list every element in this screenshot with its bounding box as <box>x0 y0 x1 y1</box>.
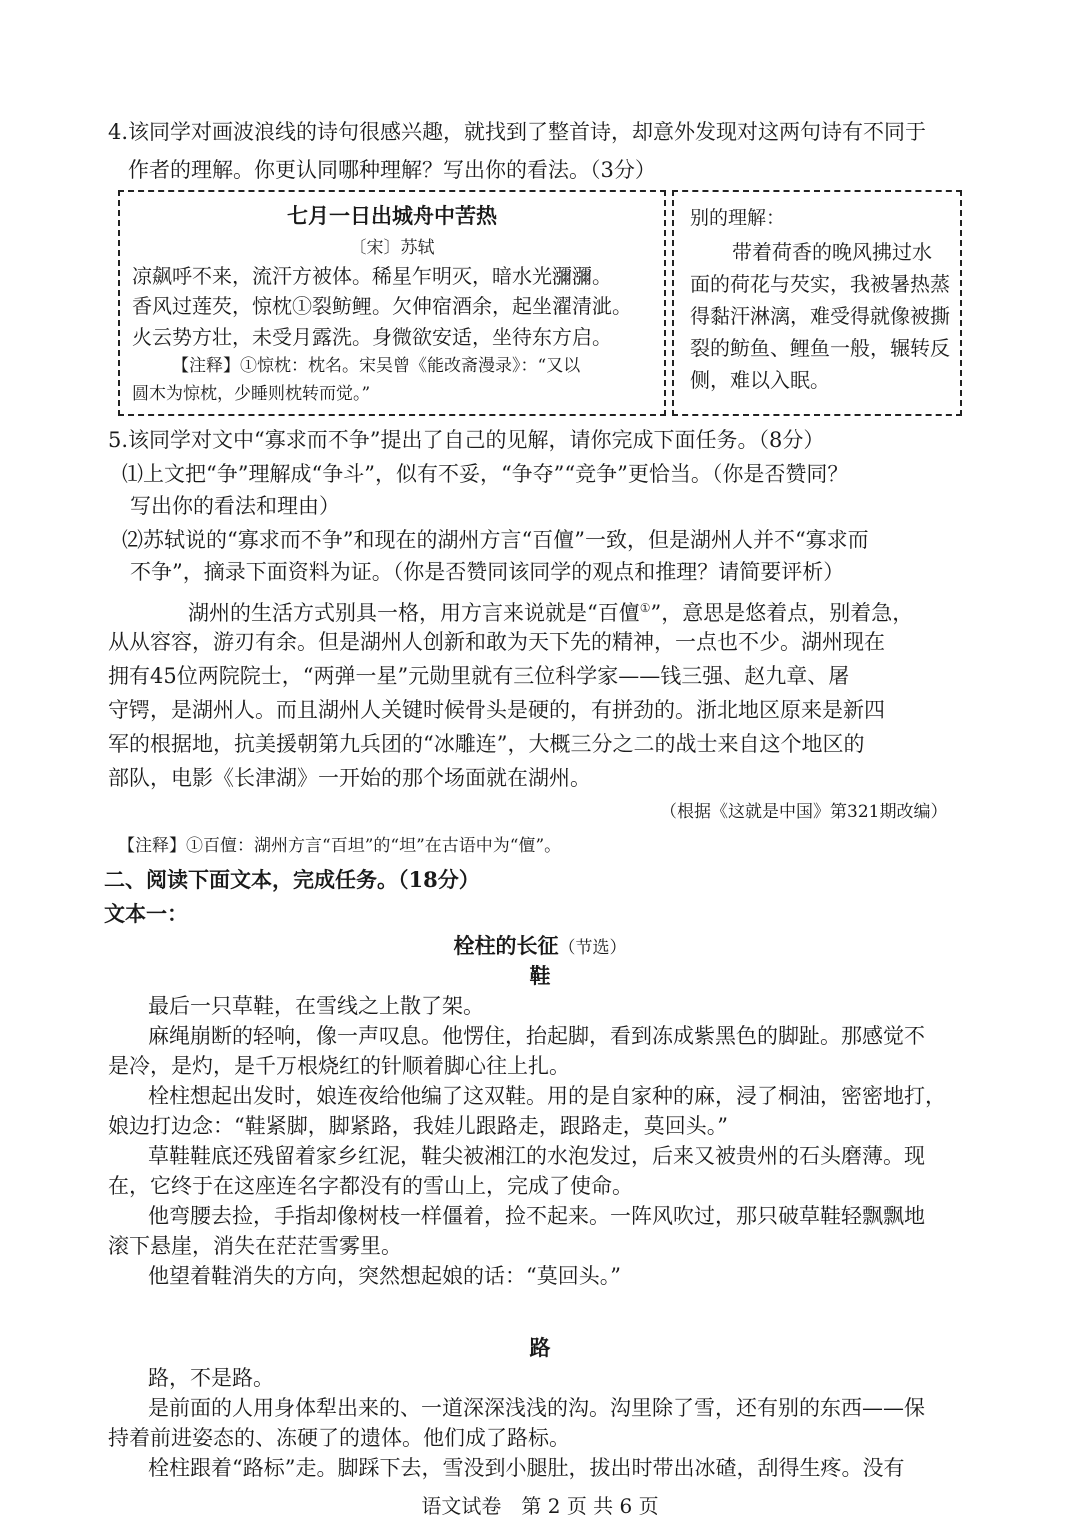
poem-title: 七月一日出城舟中苦热 <box>287 203 497 228</box>
q4-line1: 4.该同学对画波浪线的诗句很感兴趣，就找到了整首诗，却意外发现对这两句诗有不同于 <box>108 120 927 144</box>
story-line: 是前面的人用身体犁出来的、一道深深浅浅的沟。沟里除了雪，还有别的东西——保 <box>148 1396 925 1420</box>
material-line: 拥有45位两院院士，“两弹一星”元勋里就有三位科学家——钱三强、赵九章、屠 <box>108 664 850 688</box>
alt-line: 带着荷香的晚风拂过水 <box>732 240 932 264</box>
story-line: 路，不是路。 <box>148 1366 274 1390</box>
poem-note-1: 【注释】①惊枕：枕名。宋吴曾《能改斋漫录》：“又以 <box>172 356 581 376</box>
story-line: 栓柱想起出发时，娘连夜给他编了这双鞋。用的是自家种的麻，浸了桐油，密密地打， <box>148 1084 946 1108</box>
story-line: 持着前进姿态的、冻硬了的遗体。他们成了路标。 <box>108 1426 570 1450</box>
story-line: 娘边打边念：“鞋紧脚，脚紧路，我娃儿跟路走，跟路走，莫回头。” <box>108 1114 728 1138</box>
subtitle-road: 路 <box>529 1335 551 1360</box>
story-line: 是冷，是灼，是千万根烧红的针顺着脚心往上扎。 <box>108 1054 570 1078</box>
q4-line2: 作者的理解。你更认同哪种理解？写出你的看法。（3分） <box>128 158 656 182</box>
poem-note-2: 圆木为惊枕，少睡则枕转而觉。” <box>132 384 371 404</box>
material-line: 从从容容，游刃有余。但是湖州人创新和敢为天下先的精神，一点也不少。湖州现在 <box>108 630 885 654</box>
poem-line-1: 凉飙呼不来，流汗方被体。稀星乍明灭，暗水光瀰瀰。 <box>132 264 612 288</box>
alt-line: 侧，难以入眠。 <box>690 368 830 392</box>
subtitle-shoe: 鞋 <box>529 963 551 988</box>
story-line: 麻绳崩断的轻响，像一声叹息。他愣住，抬起脚，看到冻成紫黑色的脚趾。那感觉不 <box>148 1024 925 1048</box>
story-line: 他望着鞋消失的方向，突然想起娘的话：“莫回头。” <box>148 1264 621 1288</box>
q5-part2-b: 不争”，摘录下面资料为证。（你是否赞同该同学的观点和推理？请简要评析） <box>130 560 845 584</box>
material-line: 守锷，是湖州人。而且湖州人关键时候骨头是硬的，有拼劲的。浙北地区原来是新四 <box>108 698 885 722</box>
alt-title: 别的理解： <box>690 207 786 229</box>
material-note: 【注释】①百儃：湖州方言“百坦”的“坦”在古语中为“儃”。 <box>118 836 562 856</box>
alt-line: 裂的鲂鱼、鲤鱼一般，辗转反 <box>690 336 950 360</box>
page-footer: 语文试卷 第 2 页 共 6 页 <box>421 1494 659 1518</box>
poem-line-2: 香风过莲芡，惊枕①裂鲂鲤。欠伸宿酒余，起坐濯清泚。 <box>132 294 632 318</box>
story-title: 栓柱的长征（节选） <box>453 933 627 958</box>
poem-line-3: 火云势方壮，未受月露洗。身微欲安适，坐待东方启。 <box>132 325 612 349</box>
alt-line: 面的荷花与芡实，我被暑热蒸 <box>690 272 950 296</box>
alt-line: 得黏汗淋漓，难受得就像被撕 <box>690 304 950 328</box>
material-line: 部队，电影《长津湖》一开始的那个场面就在湖州。 <box>108 766 591 790</box>
story-line: 最后一只草鞋，在雪线之上散了架。 <box>148 994 484 1018</box>
poem-author: 〔宋〕苏轼 <box>349 238 435 258</box>
alt-interpretation-box <box>672 190 962 416</box>
text1-label: 文本一： <box>104 901 188 926</box>
story-line: 草鞋鞋底还残留着家乡红泥，鞋尖被湘江的水泡发过，后来又被贵州的石头磨薄。现 <box>148 1144 925 1168</box>
q5-part1-b: 写出你的看法和理由） <box>130 494 340 518</box>
story-line: 栓柱跟着“路标”走。脚踩下去，雪没到小腿肚，拔出时带出冰碴，刮得生疼。没有 <box>148 1456 905 1480</box>
q5-head: 5.该同学对文中“寡求而不争”提出了自己的见解，请你完成下面任务。（8分） <box>108 428 825 452</box>
q5-part2-a: ⑵苏轼说的“寡求而不争”和现在的湖州方言“百儃”一致，但是湖州人并不“寡求而 <box>122 528 869 552</box>
material-line: 军的根据地，抗美援朝第九兵团的“冰雕连”，大概三分之二的战士来自这个地区的 <box>108 732 865 756</box>
story-line: 他弯腰去捡，手指却像树枝一样僵着，捡不起来。一阵风吹过，那只破草鞋轻飘飘地 <box>148 1204 925 1228</box>
material-source: （根据《这就是中国》第321期改编） <box>660 802 948 822</box>
q5-part1-a: ⑴上文把“争”理解成“争斗”，似有不妥，“争夺”“竞争”更恰当。（你是否赞同？ <box>122 462 849 486</box>
story-line: 在，它终于在这座连名字都没有的雪山上，完成了使命。 <box>108 1174 633 1198</box>
section2-heading: 二、阅读下面文本，完成任务。（18分） <box>104 867 480 892</box>
material-line: 湖州的生活方式别具一格，用方言来说就是“百儃①”，意思是悠着点，别着急， <box>188 601 914 625</box>
poem-box <box>118 190 666 416</box>
story-line: 滚下悬崖，消失在茫茫雪雾里。 <box>108 1234 402 1258</box>
